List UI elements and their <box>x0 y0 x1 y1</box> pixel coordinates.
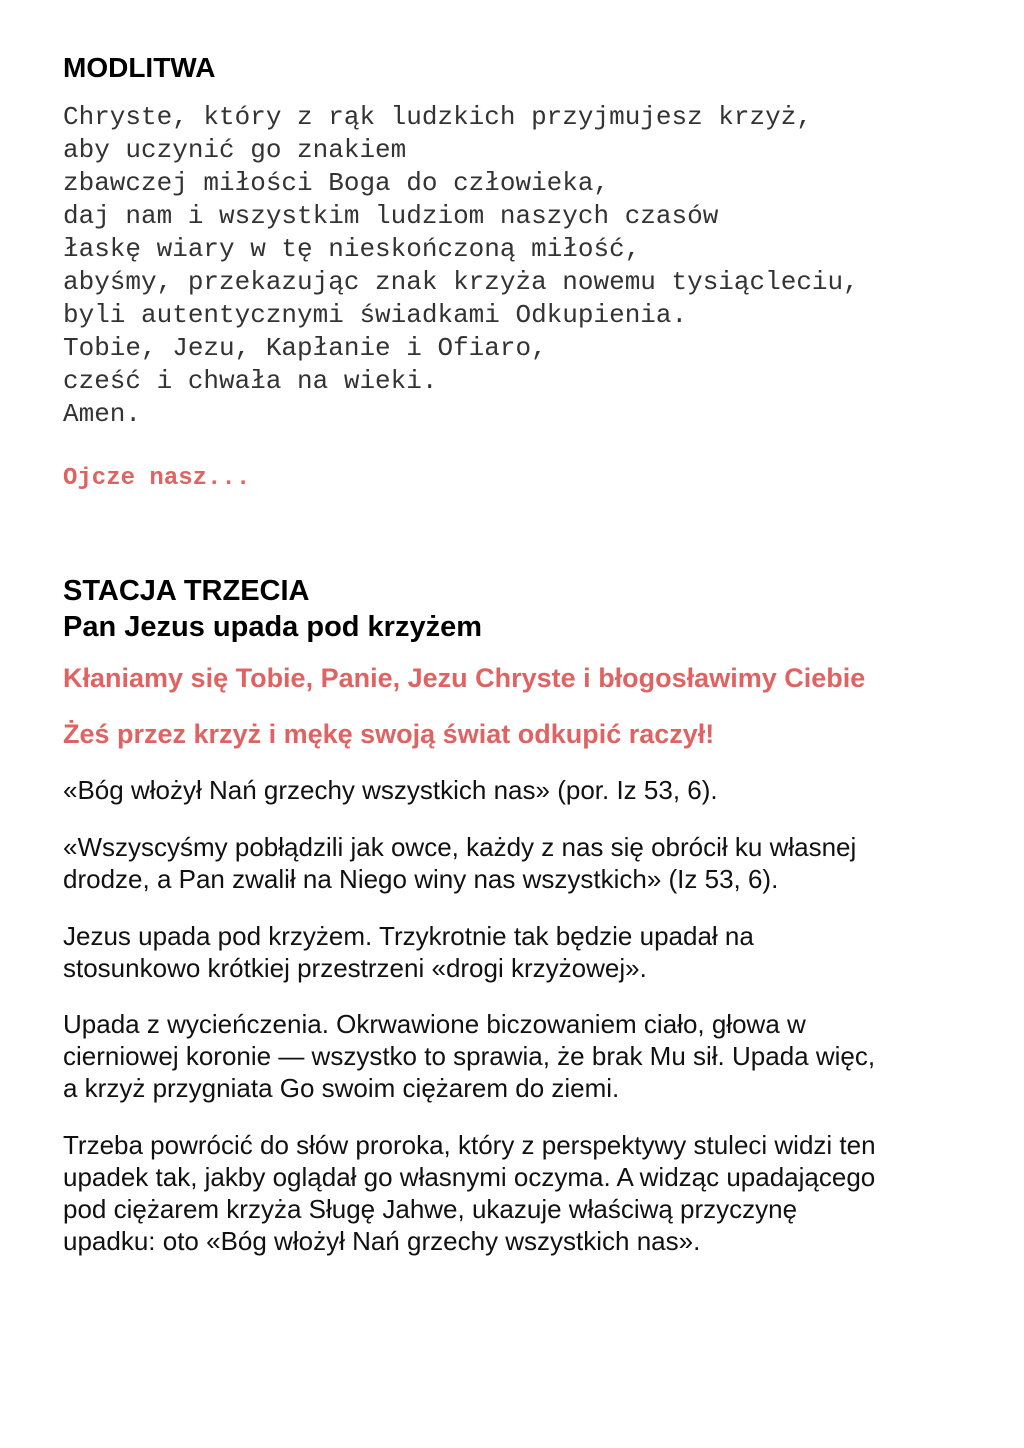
prayer-line: cześć i chwała na wieki. <box>63 366 438 396</box>
paragraph-line: Trzeba powrócić do słów proroka, który z perspektywy stuleci widzi ten <box>63 1130 876 1160</box>
paragraph-line: stosunkowo krótkiej przestrzeni «drogi krzyżowej». <box>63 953 647 983</box>
paragraph-line: drodze, a Pan zwalił na Niego winy nas wszystkich» (Iz 53, 6). <box>63 864 779 894</box>
paragraph <box>63 1129 993 1257</box>
paragraph-line: upadku: oto «Bóg włożył Nań grzechy wszystkich nas». <box>63 1226 701 1256</box>
paragraph-line: Upada z wycieńczenia. Okrwawione biczowaniem ciało, głowa w <box>63 1009 806 1039</box>
prayer-line: Amen. <box>63 399 142 429</box>
paragraph-line: cierniowej koronie — wszystko to sprawia, że brak Mu sił. Upada więc, <box>63 1041 876 1071</box>
prayer-line: łaskę wiary w tę nieskończoną miłość, <box>63 234 641 264</box>
acclamation-second: Żeś przez krzyż i mękę swoją świat odkupić raczył! <box>63 719 715 749</box>
prayer-line: daj nam i wszystkim ludziom naszych czasów <box>63 201 719 231</box>
paragraph-line: «Bóg włożył Nań grzechy wszystkich nas» (por. Iz 53, 6). <box>63 775 718 805</box>
paragraph-line: a krzyż przygniata Go swoim ciężarem do ziemi. <box>63 1073 620 1103</box>
prayer-title: MODLITWA <box>63 52 216 83</box>
prayer-line: abyśmy, przekazując znak krzyża nowemu tysiącleciu, <box>63 267 859 297</box>
paragraph-line: upadek tak, jakby oglądał go własnymi oczyma. A widząc upadającego <box>63 1162 876 1192</box>
paragraph <box>63 831 993 895</box>
acclamation-first: Kłaniamy się Tobie, Panie, Jezu Chryste i błogosławimy Ciebie <box>63 663 866 693</box>
paragraph <box>63 774 993 806</box>
paragraph <box>63 1008 993 1104</box>
prayer-line: aby uczynić go znakiem <box>63 135 407 165</box>
paragraph-line: «Wszyscyśmy pobłądzili jak owce, każdy z nas się obrócił ku własnej <box>63 832 857 862</box>
paragraph-line: pod ciężarem krzyża Sługę Jahwe, ukazuje właściwą przyczynę <box>63 1194 798 1224</box>
prayer-line: Chryste, który z rąk ludzkich przyjmujesz krzyż, <box>63 102 812 132</box>
prayer-closing: Ojcze nasz... <box>63 465 251 492</box>
station-number-title: STACJA TRZECIA <box>63 575 310 607</box>
prayer-line: zbawczej miłości Boga do człowieka, <box>63 168 610 198</box>
station-header <box>63 573 482 645</box>
paragraph <box>63 920 993 984</box>
station-subtitle: Pan Jezus upada pod krzyżem <box>63 611 483 643</box>
prayer-line: byli autentycznymi świadkami Odkupienia. <box>63 300 688 330</box>
prayer-line: Tobie, Jezu, Kapłanie i Ofiaro, <box>63 333 547 363</box>
prayer-text <box>63 101 859 431</box>
paragraph-line: Jezus upada pod krzyżem. Trzykrotnie tak będzie upadał na <box>63 921 754 951</box>
